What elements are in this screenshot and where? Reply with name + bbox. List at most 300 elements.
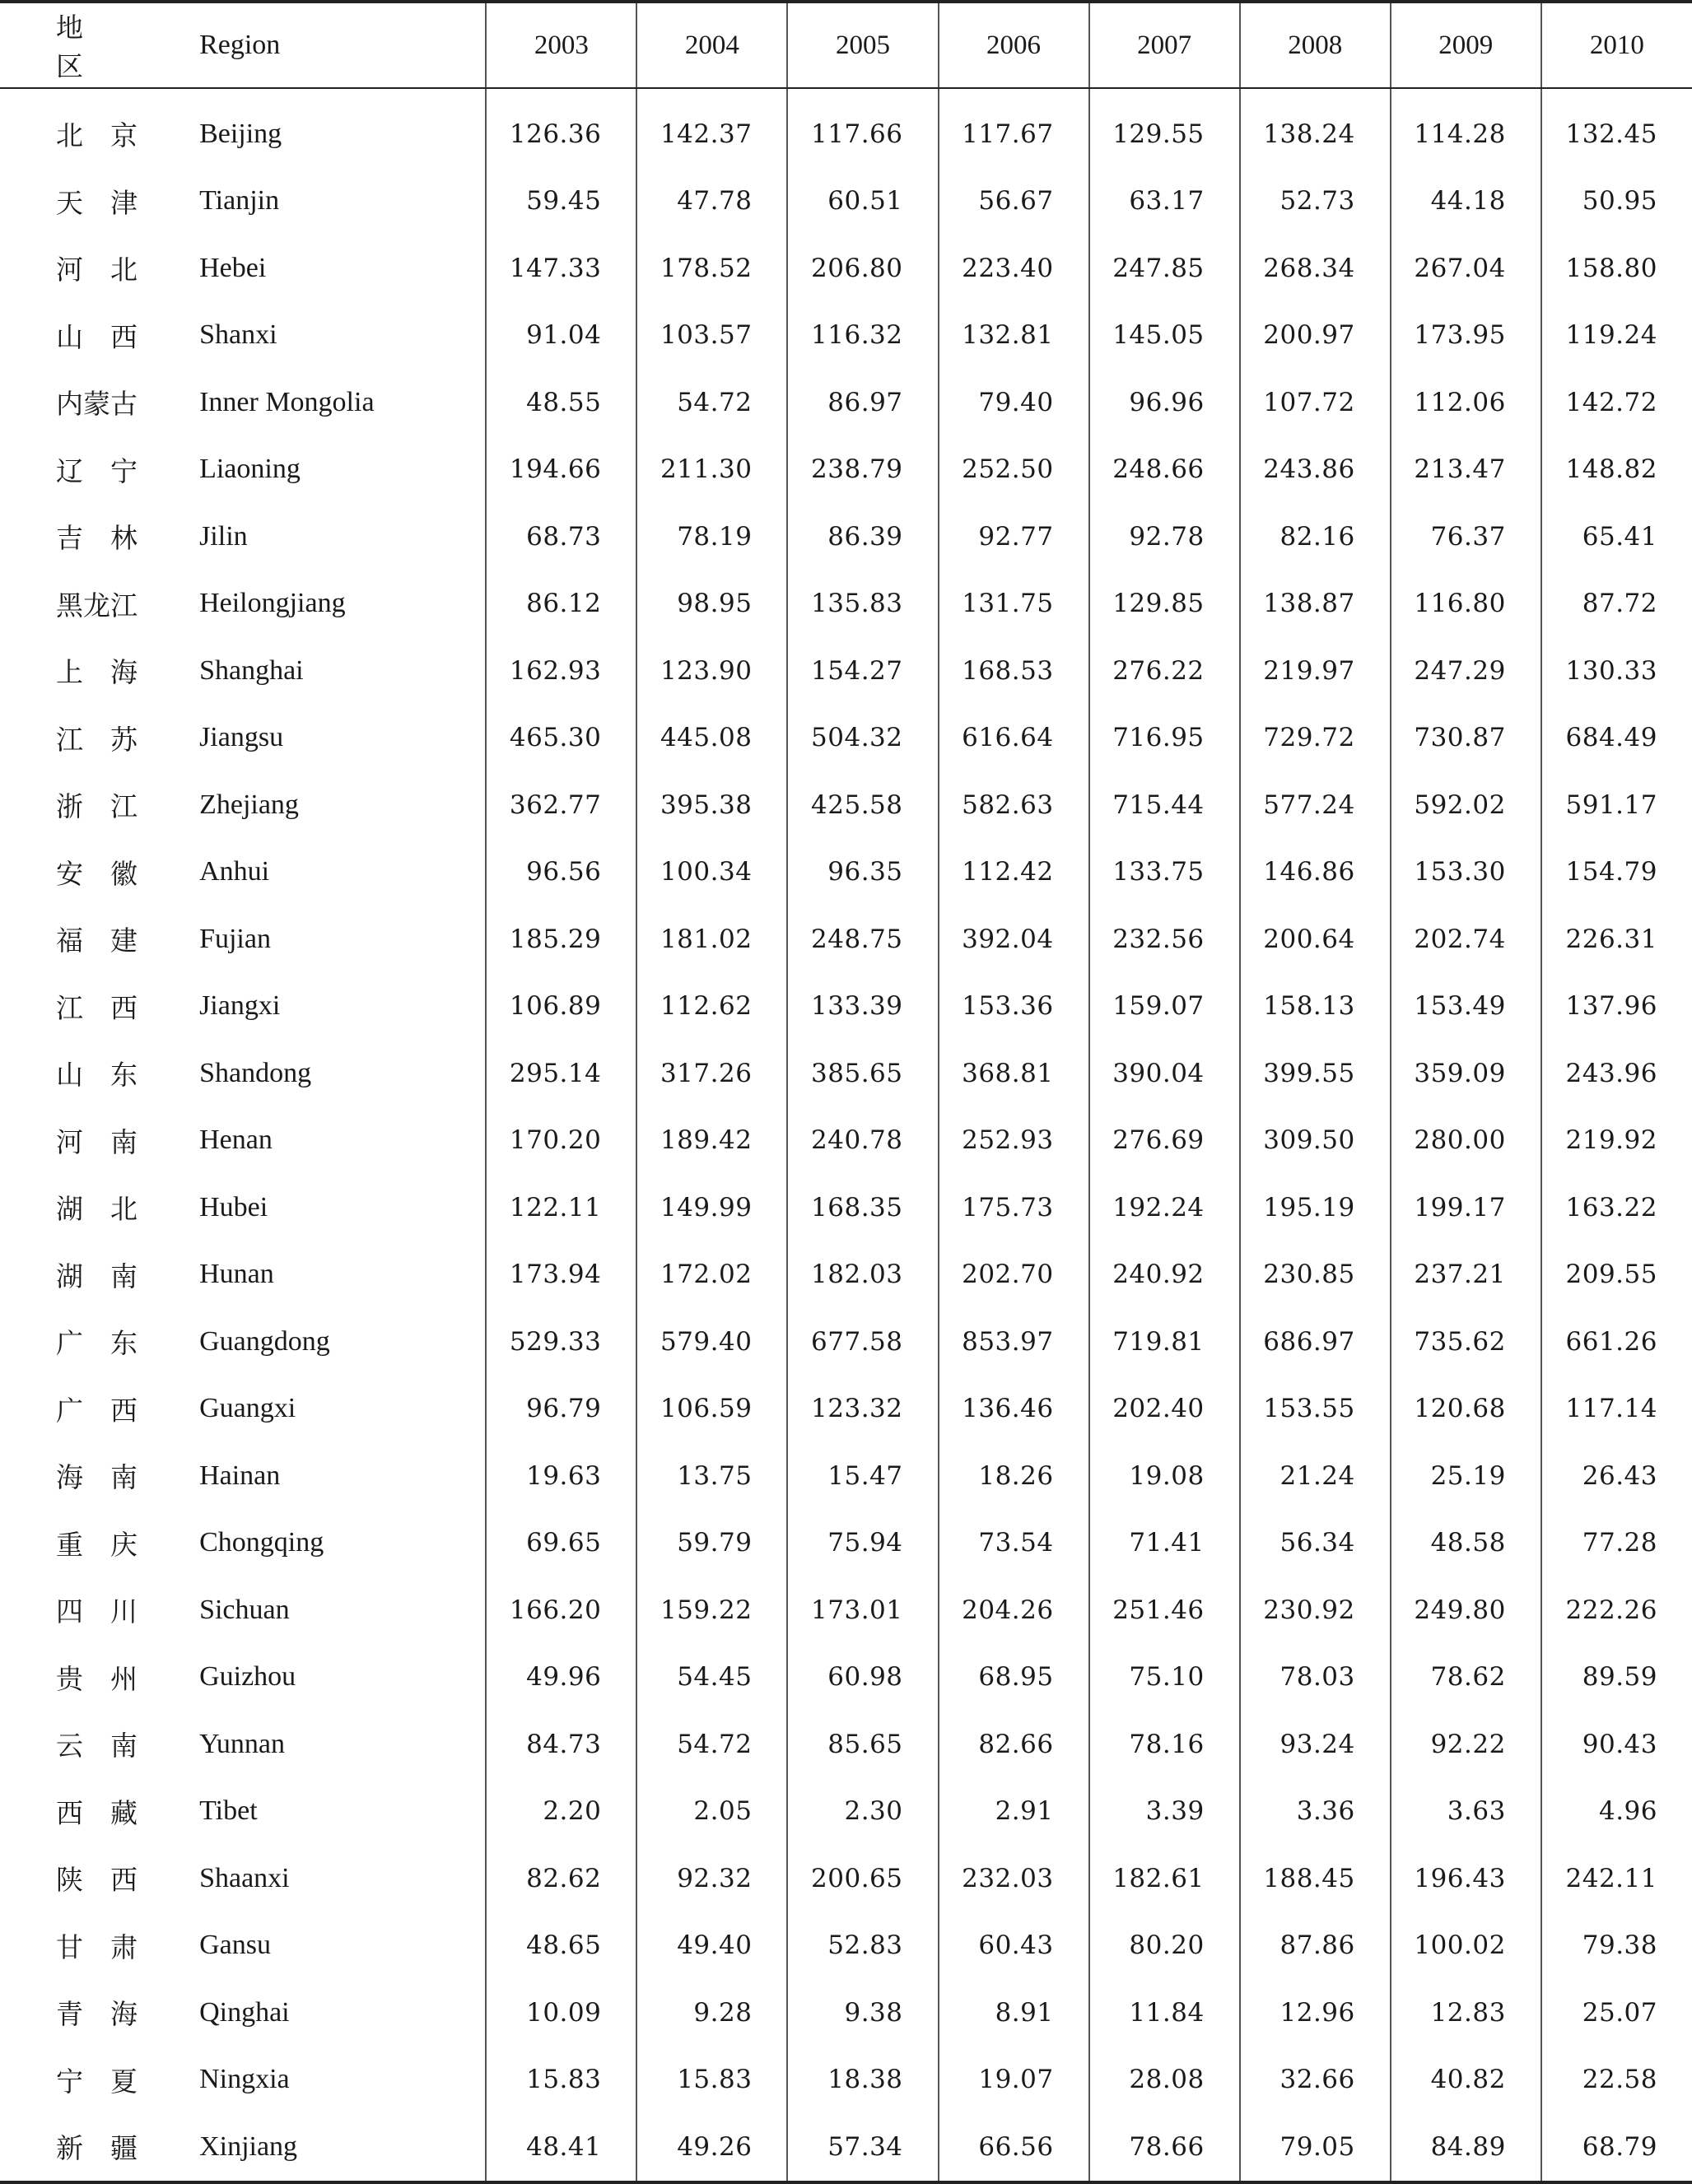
table-header	[0, 2, 1692, 88]
value-cell-2006: 616.64	[939, 705, 1089, 772]
value-cell-2009: 202.74	[1391, 906, 1541, 973]
table-row	[0, 1107, 1692, 1175]
value-cell-2010: 209.55	[1541, 1241, 1692, 1309]
value-cell-2004: 49.26	[636, 2113, 787, 2182]
value-cell-2009: 359.09	[1391, 1040, 1541, 1107]
value-cell-2008: 188.45	[1240, 1845, 1391, 1912]
value-cell-2004: 2.05	[636, 1778, 787, 1846]
value-cell-2003: 147.33	[486, 235, 636, 302]
region-name-cn: 山 东	[56, 1059, 138, 1092]
value-cell-2009: 730.87	[1391, 705, 1541, 772]
value-cell-2007: 80.20	[1089, 1912, 1240, 1980]
table-row	[0, 1711, 1692, 1778]
value-cell-2006: 175.73	[939, 1174, 1089, 1241]
value-cell-2010: 219.92	[1541, 1107, 1692, 1175]
value-cell-2009: 114.28	[1391, 88, 1541, 168]
region-name-en: Shandong	[199, 1057, 312, 1088]
table-body	[0, 88, 1692, 2182]
value-cell-2009: 735.62	[1391, 1308, 1541, 1376]
value-cell-2004: 189.42	[636, 1107, 787, 1175]
value-cell-2009: 153.49	[1391, 973, 1541, 1041]
value-cell-2008: 12.96	[1240, 1979, 1391, 2047]
value-cell-2005: 154.27	[787, 637, 938, 705]
value-cell-2004: 142.37	[636, 88, 787, 168]
value-cell-2003: 295.14	[486, 1040, 636, 1107]
value-cell-2010: 26.43	[1541, 1442, 1692, 1510]
value-cell-2003: 84.73	[486, 1711, 636, 1778]
value-cell-2005: 60.51	[787, 168, 938, 235]
value-cell-2006: 168.53	[939, 637, 1089, 705]
region-name-en: Anhui	[199, 856, 270, 887]
value-cell-2005: 15.47	[787, 1442, 938, 1510]
value-cell-2003: 82.62	[486, 1845, 636, 1912]
value-cell-2004: 54.72	[636, 1711, 787, 1778]
header-year-2006: 2006	[939, 2, 1089, 88]
value-cell-2010: 137.96	[1541, 973, 1692, 1041]
region-name-cn: 北 京	[56, 119, 138, 152]
value-cell-2010: 148.82	[1541, 436, 1692, 504]
table-row	[0, 839, 1692, 906]
value-cell-2006: 60.43	[939, 1912, 1089, 1980]
value-cell-2007: 71.41	[1089, 1510, 1240, 1577]
value-cell-2004: 445.08	[636, 705, 787, 772]
value-cell-2008: 230.92	[1240, 1576, 1391, 1644]
header-region-en: Region	[140, 2, 486, 88]
region-name-cn: 贵 州	[56, 1662, 138, 1695]
value-cell-2009: 247.29	[1391, 637, 1541, 705]
region-name-cn: 上 海	[56, 656, 138, 689]
value-cell-2009: 25.19	[1391, 1442, 1541, 1510]
region-name-cn: 海 南	[56, 1461, 138, 1494]
region-name-cn: 青 海	[56, 1998, 138, 2031]
value-cell-2003: 162.93	[486, 637, 636, 705]
header-year-2008: 2008	[1240, 2, 1391, 88]
region-name-cn: 陕 西	[56, 1864, 138, 1897]
value-cell-2008: 243.86	[1240, 436, 1391, 504]
value-cell-2009: 120.68	[1391, 1376, 1541, 1443]
value-cell-2006: 79.40	[939, 369, 1089, 436]
value-cell-2008: 577.24	[1240, 771, 1391, 839]
value-cell-2010: 130.33	[1541, 637, 1692, 705]
region-name-en: Guizhou	[199, 1661, 296, 1693]
value-cell-2003: 2.20	[486, 1778, 636, 1846]
table-row	[0, 973, 1692, 1041]
value-cell-2009: 237.21	[1391, 1241, 1541, 1309]
region-name-en: Yunnan	[199, 1728, 285, 1759]
value-cell-2005: 18.38	[787, 2047, 938, 2114]
value-cell-2008: 52.73	[1240, 168, 1391, 235]
region-name-cn: 四 川	[56, 1595, 138, 1628]
value-cell-2009: 3.63	[1391, 1778, 1541, 1846]
value-cell-2006: 112.42	[939, 839, 1089, 906]
value-cell-2006: 392.04	[939, 906, 1089, 973]
value-cell-2009: 92.22	[1391, 1711, 1541, 1778]
value-cell-2005: 52.83	[787, 1912, 938, 1980]
value-cell-2007: 92.78	[1089, 503, 1240, 570]
value-cell-2008: 146.86	[1240, 839, 1391, 906]
value-cell-2005: 173.01	[787, 1576, 938, 1644]
table-row	[0, 436, 1692, 504]
value-cell-2004: 211.30	[636, 436, 787, 504]
region-name-en: Qinghai	[199, 1996, 290, 2028]
region-name-cn: 河 北	[56, 254, 138, 286]
value-cell-2003: 48.41	[486, 2113, 636, 2182]
region-name-cn: 湖 北	[56, 1193, 138, 1226]
value-cell-2004: 9.28	[636, 1979, 787, 2047]
value-cell-2006: 368.81	[939, 1040, 1089, 1107]
table-row	[0, 1308, 1692, 1376]
value-cell-2007: 63.17	[1089, 168, 1240, 235]
value-cell-2005: 206.80	[787, 235, 938, 302]
value-cell-2007: 276.22	[1089, 637, 1240, 705]
table-row	[0, 1778, 1692, 1846]
region-name-cn: 宁 夏	[56, 2065, 138, 2098]
value-cell-2009: 116.80	[1391, 570, 1541, 638]
value-cell-2005: 9.38	[787, 1979, 938, 2047]
region-name-en: Shanghai	[199, 654, 304, 686]
header-year-2007: 2007	[1089, 2, 1240, 88]
value-cell-2008: 82.16	[1240, 503, 1391, 570]
value-cell-2003: 96.79	[486, 1376, 636, 1443]
value-cell-2006: 92.77	[939, 503, 1089, 570]
value-cell-2009: 196.43	[1391, 1845, 1541, 1912]
region-name-en: Jiangxi	[199, 990, 281, 1022]
table-row	[0, 1174, 1692, 1241]
value-cell-2007: 247.85	[1089, 235, 1240, 302]
region-name-en: Chongqing	[199, 1527, 324, 1558]
value-cell-2007: 390.04	[1089, 1040, 1240, 1107]
value-cell-2006: 2.91	[939, 1778, 1089, 1846]
value-cell-2006: 66.56	[939, 2113, 1089, 2182]
value-cell-2010: 119.24	[1541, 302, 1692, 370]
value-cell-2007: 75.10	[1089, 1644, 1240, 1711]
value-cell-2005: 248.75	[787, 906, 938, 973]
value-cell-2007: 129.55	[1089, 88, 1240, 168]
region-name-en: Guangxi	[199, 1393, 296, 1424]
table-row	[0, 503, 1692, 570]
value-cell-2008: 686.97	[1240, 1308, 1391, 1376]
value-cell-2004: 149.99	[636, 1174, 787, 1241]
value-cell-2008: 93.24	[1240, 1711, 1391, 1778]
region-name-en: Fujian	[199, 923, 271, 954]
value-cell-2004: 181.02	[636, 906, 787, 973]
value-cell-2004: 54.72	[636, 369, 787, 436]
value-cell-2003: 68.73	[486, 503, 636, 570]
value-cell-2006: 853.97	[939, 1308, 1089, 1376]
table-row	[0, 2113, 1692, 2182]
value-cell-2008: 3.36	[1240, 1778, 1391, 1846]
region-name-cn: 云 南	[56, 1730, 138, 1763]
value-cell-2008: 78.03	[1240, 1644, 1391, 1711]
value-cell-2008: 195.19	[1240, 1174, 1391, 1241]
value-cell-2004: 54.45	[636, 1644, 787, 1711]
value-cell-2010: 243.96	[1541, 1040, 1692, 1107]
value-cell-2004: 103.57	[636, 302, 787, 370]
value-cell-2005: 96.35	[787, 839, 938, 906]
value-cell-2006: 131.75	[939, 570, 1089, 638]
region-name-cn: 江 苏	[56, 723, 138, 756]
value-cell-2009: 44.18	[1391, 168, 1541, 235]
table-row	[0, 302, 1692, 370]
value-cell-2003: 529.33	[486, 1308, 636, 1376]
value-cell-2003: 173.94	[486, 1241, 636, 1309]
region-name-en: Shanxi	[199, 319, 277, 351]
region-name-en: Henan	[199, 1125, 273, 1156]
value-cell-2009: 249.80	[1391, 1576, 1541, 1644]
value-cell-2009: 267.04	[1391, 235, 1541, 302]
value-cell-2009: 173.95	[1391, 302, 1541, 370]
value-cell-2010: 22.58	[1541, 2047, 1692, 2114]
value-cell-2007: 182.61	[1089, 1845, 1240, 1912]
value-cell-2009: 40.82	[1391, 2047, 1541, 2114]
table-row	[0, 1845, 1692, 1912]
value-cell-2010: 87.72	[1541, 570, 1692, 638]
value-cell-2003: 19.63	[486, 1442, 636, 1510]
table-row	[0, 1979, 1692, 2047]
region-name-cn: 广 东	[56, 1327, 138, 1360]
value-cell-2008: 56.34	[1240, 1510, 1391, 1577]
value-cell-2003: 96.56	[486, 839, 636, 906]
table-row	[0, 1376, 1692, 1443]
value-cell-2010: 684.49	[1541, 705, 1692, 772]
value-cell-2008: 200.97	[1240, 302, 1391, 370]
region-name-cn: 江 西	[56, 991, 138, 1024]
value-cell-2006: 153.36	[939, 973, 1089, 1041]
value-cell-2005: 57.34	[787, 2113, 938, 2182]
region-name-en: Jiangsu	[199, 722, 284, 753]
table-row	[0, 705, 1692, 772]
region-name-en: Jilin	[199, 520, 248, 552]
region-name-cn: 吉 林	[56, 522, 138, 555]
value-cell-2007: 240.92	[1089, 1241, 1240, 1309]
value-cell-2004: 395.38	[636, 771, 787, 839]
value-cell-2006: 252.50	[939, 436, 1089, 504]
value-cell-2010: 142.72	[1541, 369, 1692, 436]
region-name-en: Tianjin	[199, 185, 280, 217]
value-cell-2008: 21.24	[1240, 1442, 1391, 1510]
value-cell-2005: 86.97	[787, 369, 938, 436]
value-cell-2008: 79.05	[1240, 2113, 1391, 2182]
value-cell-2005: 504.32	[787, 705, 938, 772]
value-cell-2007: 232.56	[1089, 906, 1240, 973]
value-cell-2003: 194.66	[486, 436, 636, 504]
value-cell-2004: 178.52	[636, 235, 787, 302]
table-row	[0, 168, 1692, 235]
value-cell-2007: 202.40	[1089, 1376, 1240, 1443]
region-name-en: Liaoning	[199, 454, 301, 485]
value-cell-2007: 192.24	[1089, 1174, 1240, 1241]
value-cell-2010: 591.17	[1541, 771, 1692, 839]
value-cell-2008: 200.64	[1240, 906, 1391, 973]
value-cell-2004: 49.40	[636, 1912, 787, 1980]
header-year-2005: 2005	[787, 2, 938, 88]
table-row	[0, 1644, 1692, 1711]
value-cell-2004: 78.19	[636, 503, 787, 570]
value-cell-2006: 223.40	[939, 235, 1089, 302]
value-cell-2007: 19.08	[1089, 1442, 1240, 1510]
value-cell-2004: 13.75	[636, 1442, 787, 1510]
value-cell-2009: 100.02	[1391, 1912, 1541, 1980]
value-cell-2003: 15.83	[486, 2047, 636, 2114]
value-cell-2005: 135.83	[787, 570, 938, 638]
value-cell-2005: 2.30	[787, 1778, 938, 1846]
header-region-cn: 地区	[0, 2, 140, 88]
value-cell-2007: 78.66	[1089, 2113, 1240, 2182]
value-cell-2009: 48.58	[1391, 1510, 1541, 1577]
region-name-en: Zhejiang	[199, 789, 299, 820]
value-cell-2008: 107.72	[1240, 369, 1391, 436]
region-name-cn: 黑龙江	[56, 589, 138, 622]
value-cell-2003: 48.55	[486, 369, 636, 436]
value-cell-2005: 240.78	[787, 1107, 938, 1175]
region-name-en: Ningxia	[199, 2064, 290, 2095]
value-cell-2008: 399.55	[1240, 1040, 1391, 1107]
value-cell-2009: 12.83	[1391, 1979, 1541, 2047]
value-cell-2005: 168.35	[787, 1174, 938, 1241]
region-name-en: Guangdong	[199, 1325, 330, 1357]
value-cell-2003: 49.96	[486, 1644, 636, 1711]
value-cell-2009: 280.00	[1391, 1107, 1541, 1175]
region-name-en: Hebei	[199, 252, 267, 283]
value-cell-2008: 153.55	[1240, 1376, 1391, 1443]
value-cell-2008: 138.87	[1240, 570, 1391, 638]
value-cell-2003: 170.20	[486, 1107, 636, 1175]
table-row	[0, 1442, 1692, 1510]
region-name-cn: 西 藏	[56, 1796, 138, 1829]
value-cell-2003: 91.04	[486, 302, 636, 370]
value-cell-2010: 77.28	[1541, 1510, 1692, 1577]
value-cell-2003: 10.09	[486, 1979, 636, 2047]
region-name-en: Shaanxi	[199, 1862, 290, 1893]
region-name-cn: 新 疆	[56, 2132, 138, 2165]
value-cell-2004: 159.22	[636, 1576, 787, 1644]
region-name-cn: 福 建	[56, 924, 138, 957]
value-cell-2004: 123.90	[636, 637, 787, 705]
value-cell-2008: 268.34	[1240, 235, 1391, 302]
value-cell-2007: 716.95	[1089, 705, 1240, 772]
value-cell-2005: 123.32	[787, 1376, 938, 1443]
value-cell-2008: 219.97	[1240, 637, 1391, 705]
value-cell-2007: 715.44	[1089, 771, 1240, 839]
region-name-cn: 河 南	[56, 1125, 138, 1158]
value-cell-2006: 73.54	[939, 1510, 1089, 1577]
region-name-cn: 重 庆	[56, 1528, 138, 1561]
value-cell-2006: 18.26	[939, 1442, 1089, 1510]
value-cell-2005: 60.98	[787, 1644, 938, 1711]
value-cell-2004: 106.59	[636, 1376, 787, 1443]
value-cell-2010: 4.96	[1541, 1778, 1692, 1846]
value-cell-2009: 84.89	[1391, 2113, 1541, 2182]
value-cell-2003: 465.30	[486, 705, 636, 772]
value-cell-2004: 100.34	[636, 839, 787, 906]
value-cell-2007: 159.07	[1089, 973, 1240, 1041]
value-cell-2010: 117.14	[1541, 1376, 1692, 1443]
value-cell-2006: 202.70	[939, 1241, 1089, 1309]
value-cell-2010: 154.79	[1541, 839, 1692, 906]
value-cell-2006: 68.95	[939, 1644, 1089, 1711]
value-cell-2004: 47.78	[636, 168, 787, 235]
value-cell-2008: 87.86	[1240, 1912, 1391, 1980]
value-cell-2005: 75.94	[787, 1510, 938, 1577]
value-cell-2009: 199.17	[1391, 1174, 1541, 1241]
value-cell-2004: 15.83	[636, 2047, 787, 2114]
value-cell-2010: 226.31	[1541, 906, 1692, 973]
value-cell-2009: 78.62	[1391, 1644, 1541, 1711]
header-row	[0, 2, 1692, 88]
value-cell-2007: 3.39	[1089, 1778, 1240, 1846]
region-name-cn: 浙 江	[56, 790, 138, 823]
region-name-cn: 湖 南	[56, 1260, 138, 1292]
value-cell-2007: 129.85	[1089, 570, 1240, 638]
value-cell-2005: 85.65	[787, 1711, 938, 1778]
value-cell-2005: 425.58	[787, 771, 938, 839]
value-cell-2005: 117.66	[787, 88, 938, 168]
value-cell-2007: 719.81	[1089, 1308, 1240, 1376]
value-cell-2010: 661.26	[1541, 1308, 1692, 1376]
value-cell-2008: 230.85	[1240, 1241, 1391, 1309]
value-cell-2010: 90.43	[1541, 1711, 1692, 1778]
value-cell-2009: 76.37	[1391, 503, 1541, 570]
value-cell-2010: 132.45	[1541, 88, 1692, 168]
table-row	[0, 1241, 1692, 1309]
value-cell-2007: 96.96	[1089, 369, 1240, 436]
region-name-cn: 广 西	[56, 1394, 138, 1427]
region-name-en: Hunan	[199, 1259, 274, 1290]
value-cell-2007: 145.05	[1089, 302, 1240, 370]
region-name-en: Hainan	[199, 1460, 281, 1491]
value-cell-2004: 172.02	[636, 1241, 787, 1309]
value-cell-2004: 98.95	[636, 570, 787, 638]
region-name-en: Xinjiang	[199, 2130, 298, 2162]
header-year-2009: 2009	[1391, 2, 1541, 88]
region-name-en: Beijing	[199, 118, 282, 149]
value-cell-2010: 79.38	[1541, 1912, 1692, 1980]
region-name-en: Hubei	[199, 1191, 268, 1222]
value-cell-2004: 59.79	[636, 1510, 787, 1577]
region-name-cn: 安 徽	[56, 857, 138, 890]
table-row	[0, 235, 1692, 302]
table-row	[0, 88, 1692, 168]
table-row	[0, 1576, 1692, 1644]
region-name-en: Inner Mongolia	[199, 386, 375, 417]
value-cell-2005: 677.58	[787, 1308, 938, 1376]
value-cell-2010: 50.95	[1541, 168, 1692, 235]
value-cell-2009: 213.47	[1391, 436, 1541, 504]
table-row	[0, 637, 1692, 705]
value-cell-2006: 136.46	[939, 1376, 1089, 1443]
table-row	[0, 2047, 1692, 2114]
value-cell-2003: 362.77	[486, 771, 636, 839]
value-cell-2005: 116.32	[787, 302, 938, 370]
value-cell-2007: 28.08	[1089, 2047, 1240, 2114]
value-cell-2006: 132.81	[939, 302, 1089, 370]
table-row	[0, 771, 1692, 839]
value-cell-2004: 579.40	[636, 1308, 787, 1376]
value-cell-2010: 222.26	[1541, 1576, 1692, 1644]
region-name-cn: 内蒙古	[56, 388, 138, 421]
value-cell-2004: 92.32	[636, 1845, 787, 1912]
value-cell-2008: 138.24	[1240, 88, 1391, 168]
value-cell-2003: 126.36	[486, 88, 636, 168]
region-name-cn: 山 西	[56, 320, 138, 353]
value-cell-2009: 592.02	[1391, 771, 1541, 839]
header-year-2010: 2010	[1541, 2, 1692, 88]
value-cell-2005: 133.39	[787, 973, 938, 1041]
value-cell-2010: 163.22	[1541, 1174, 1692, 1241]
value-cell-2010: 242.11	[1541, 1845, 1692, 1912]
region-name-en: Sichuan	[199, 1594, 290, 1625]
value-cell-2005: 182.03	[787, 1241, 938, 1309]
